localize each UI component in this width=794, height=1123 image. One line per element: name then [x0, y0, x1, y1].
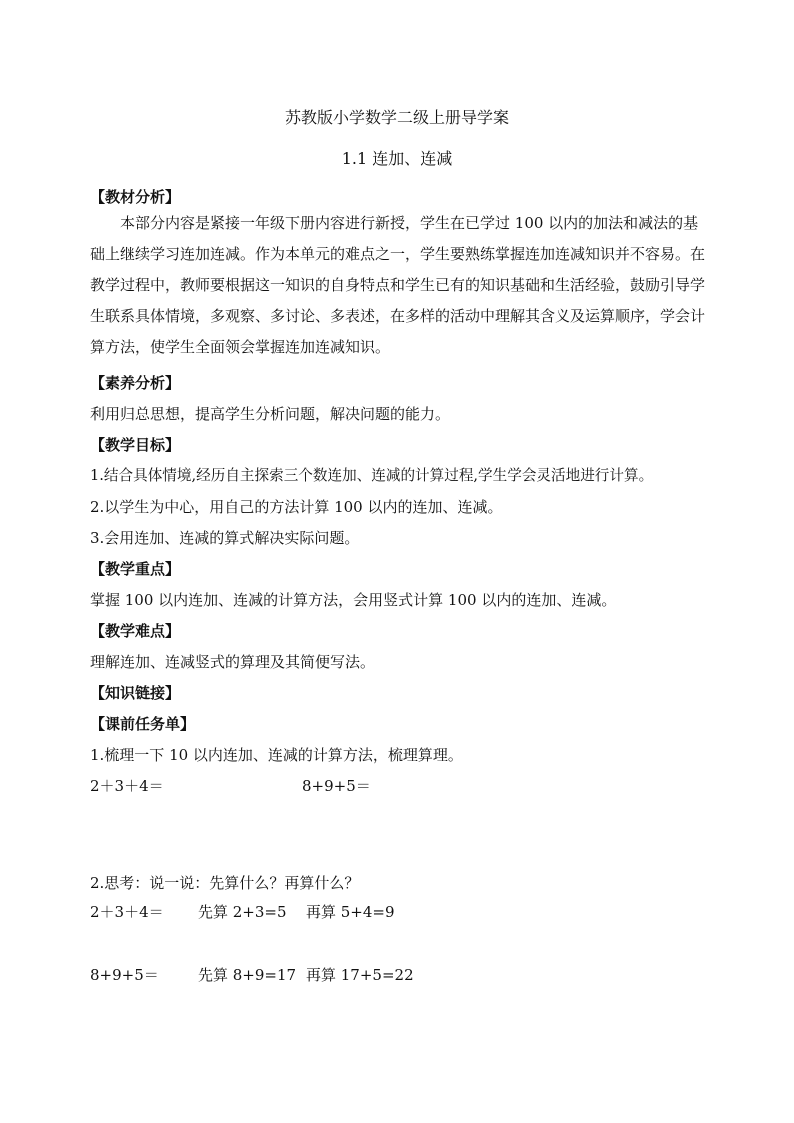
heading-literacy-analysis: 【素养分析】	[90, 374, 181, 392]
task1-expression-row	[90, 776, 714, 796]
task2-row-2	[90, 965, 714, 985]
textbook-analysis-paragraph: 本部分内容是紧接一年级下册内容进行新授，学生在已学过 100 以内的加法和减法的基础上继续学习连加连减。作为本单元的难点之一，学生要熟练掌握连加连减知识并不容易。在教学过程中，教师要根据这一知识的自身特点和学生已有的知识基础和生活经验，鼓励引导学生联系具体情境，多观察、多讨论、多表述，在多样的活动中理解其含义及运算顺序，学会计算方法，使学生全面领会掌握连加连减知识。	[90, 214, 706, 356]
document-title: 苏教版小学数学二级上册导学案	[284, 108, 509, 127]
task2-row1-first-step: 先算 2+3=5	[198, 903, 287, 921]
task2-row2-first-step: 先算 8+9=17	[198, 966, 297, 984]
task-item-1: 1.梳理一下 10 以内连加、连减的计算方法，梳理算理。	[90, 746, 463, 764]
heading-pre-class-tasks: 【课前任务单】	[90, 715, 196, 733]
task2-row2-expression: 8+9+5＝	[90, 966, 159, 984]
heading-teaching-key-points: 【教学重点】	[90, 560, 181, 578]
document-subtitle: 1.1 连加、连减	[341, 149, 453, 168]
heading-teaching-goals: 【教学目标】	[90, 436, 181, 454]
literacy-analysis-text: 利用归总思想，提高学生分析问题，解决问题的能力。	[90, 405, 451, 423]
task2-row1-second-step: 再算 5+4=9	[306, 903, 395, 921]
task2-row1-expression: 2＋3＋4＝	[90, 903, 164, 921]
heading-knowledge-link: 【知识链接】	[90, 684, 181, 702]
heading-teaching-difficulty: 【教学难点】	[90, 622, 181, 640]
goal-item-3: 3.会用连加、连减的算式解决实际问题。	[90, 529, 360, 547]
task1-expression-b: 8+9+5＝	[302, 777, 371, 795]
task-item-2: 2.思考：说一说：先算什么？再算什么？	[90, 874, 360, 892]
goal-item-2: 2.以学生为中心，用自己的方法计算 100 以内的连加、连减。	[90, 498, 503, 516]
task1-expression-a: 2＋3＋4＝	[90, 777, 164, 795]
heading-textbook-analysis: 【教材分析】	[90, 188, 181, 206]
task2-row2-second-step: 再算 17+5=22	[306, 966, 414, 984]
difficulty-text: 理解连加、连减竖式的算理及其简便写法。	[90, 653, 376, 671]
key-points-text: 掌握 100 以内连加、连减的计算方法，会用竖式计算 100 以内的连加、连减。	[90, 591, 617, 609]
goal-item-1: 1.结合具体情境,经历自主探索三个数连加、连减的计算过程,学生学会灵活地进行计算。	[90, 467, 654, 484]
task2-row-1	[90, 902, 714, 922]
